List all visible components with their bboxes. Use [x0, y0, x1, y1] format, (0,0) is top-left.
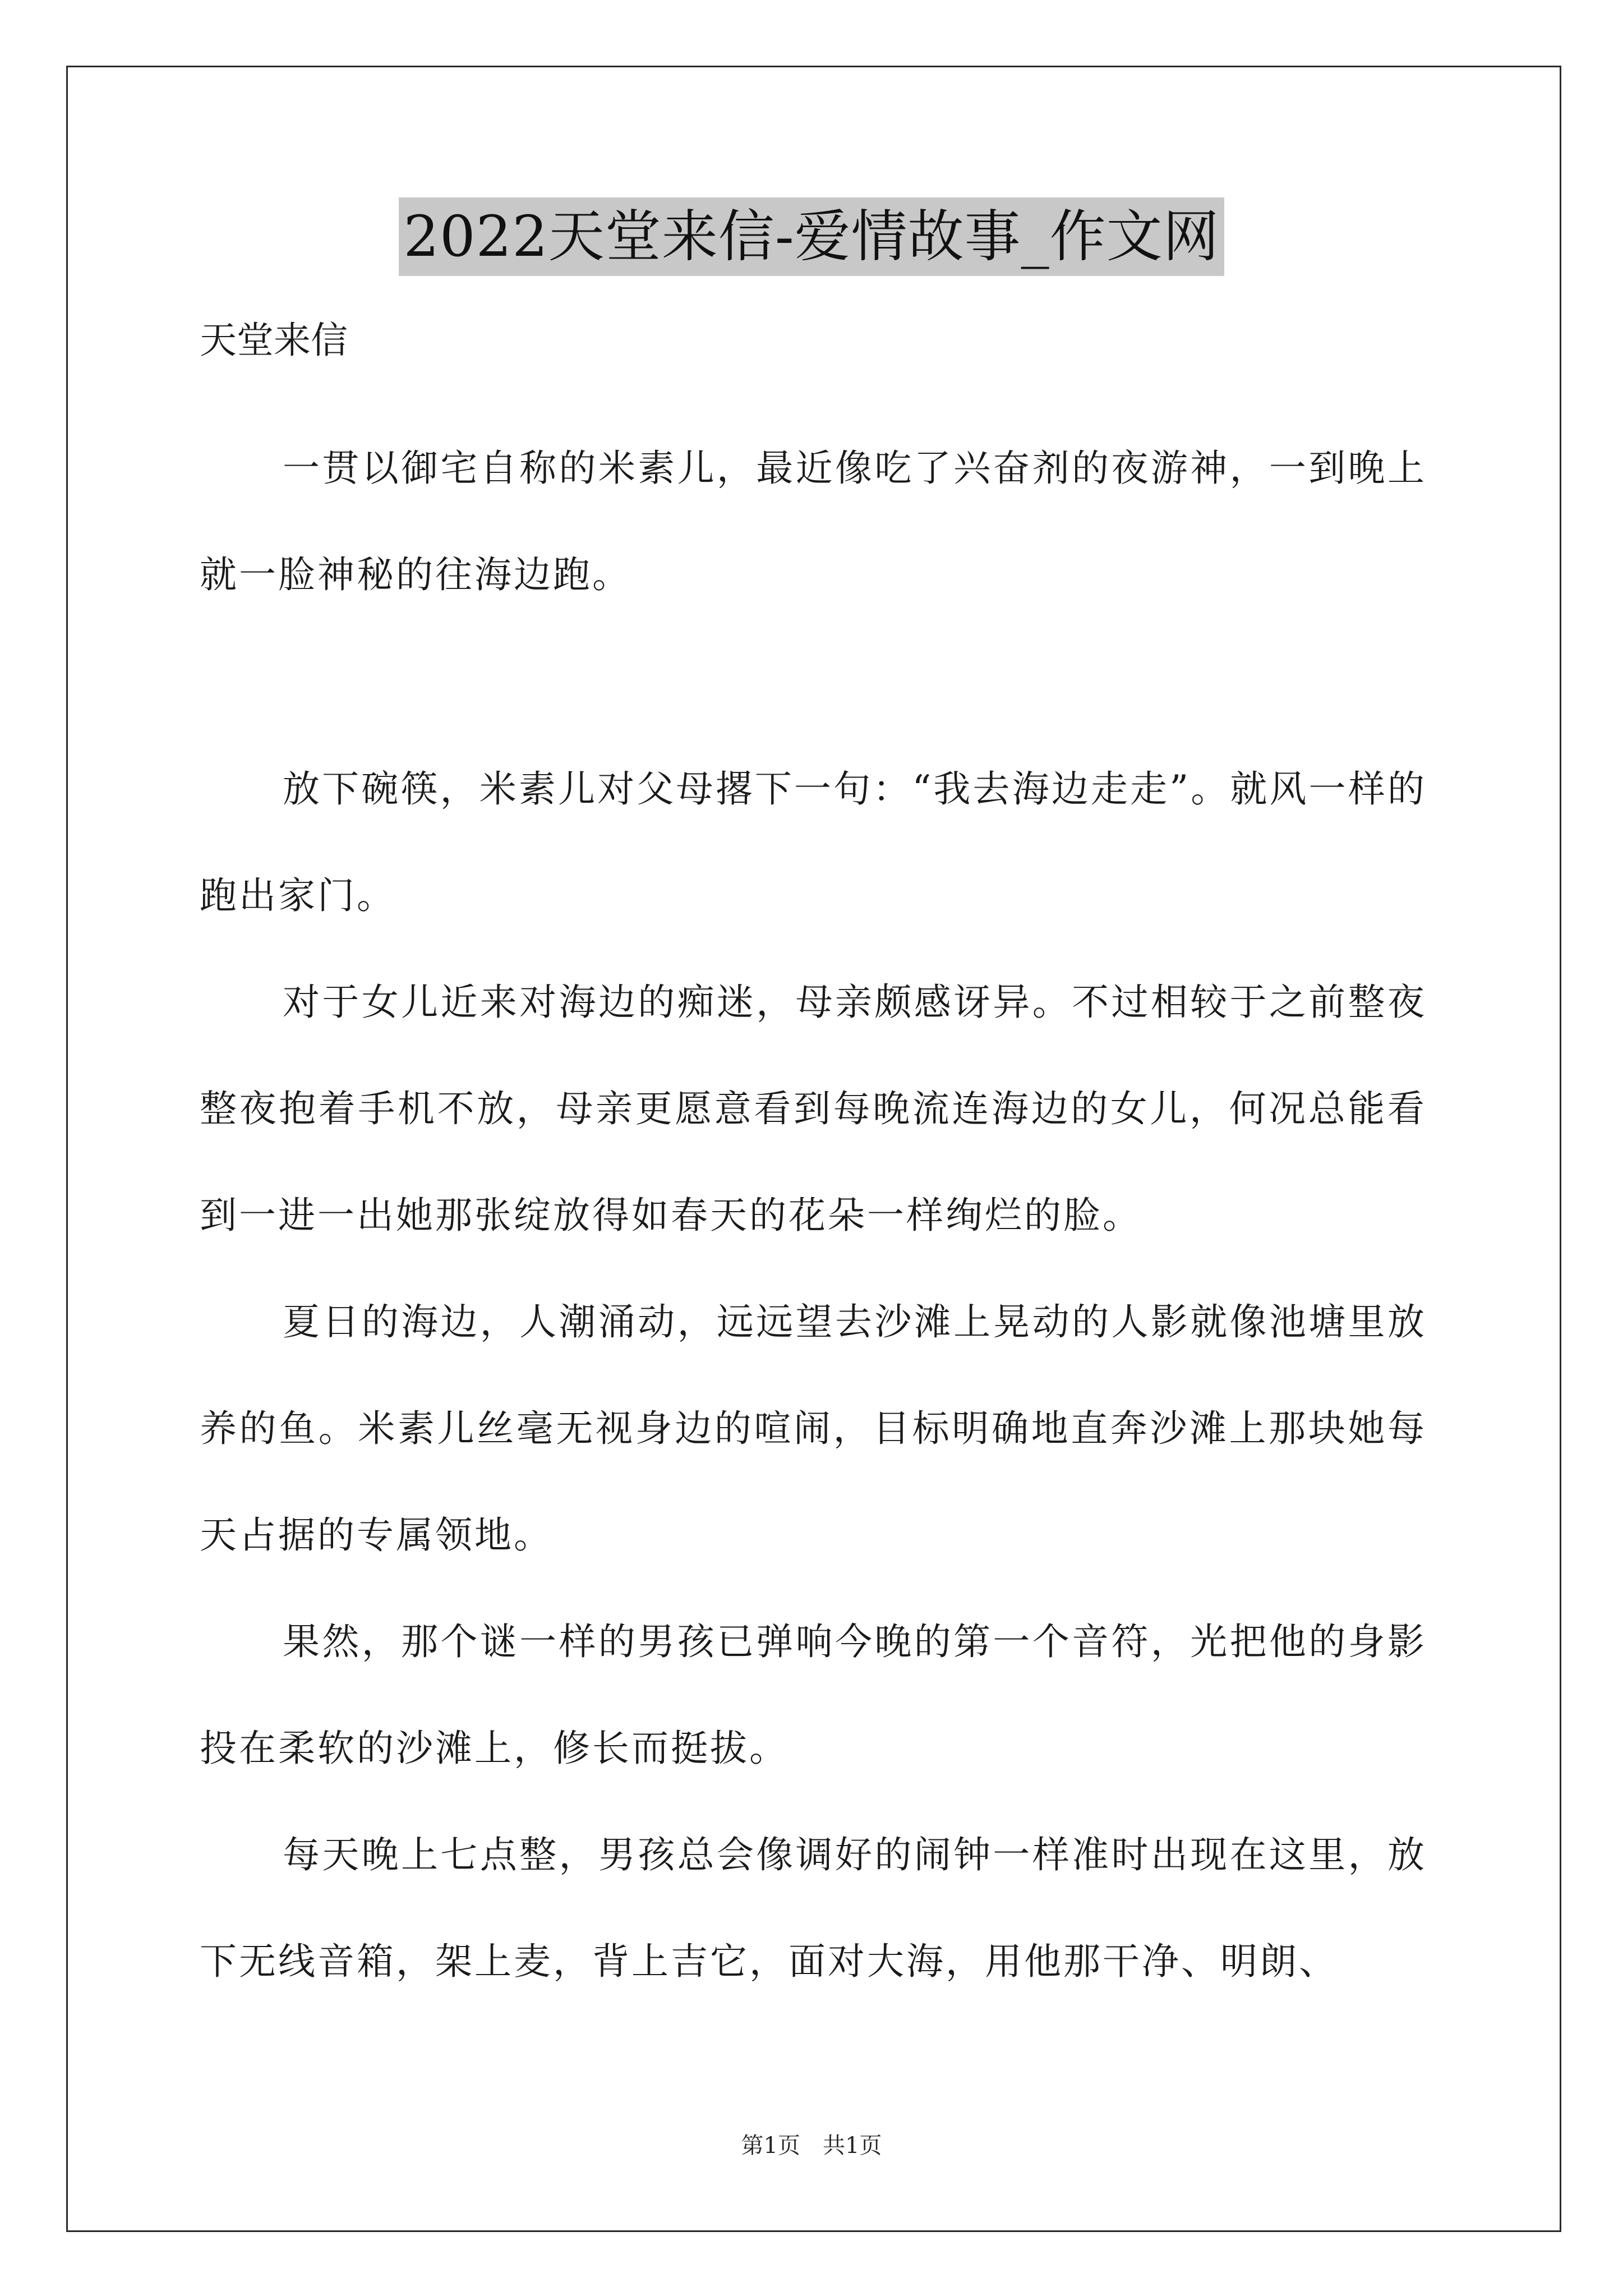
paragraph: 夏日的海边，人潮涌动，远远望去沙滩上晃动的人影就像池塘里放养的鱼。米素儿丝毫无视身边的喧闹，目标明确地直奔沙滩上那块她每天占据的专属领地。 — [200, 1300, 1427, 1557]
paragraph: 每天晚上七点整，男孩总会像调好的闹钟一样准时出现在这里，放下无线音箱，架上麦，背上吉它，面对大海，用他那干净、明朗、 — [200, 1833, 1427, 1983]
paragraph: 一贯以御宅自称的米素儿，最近像吃了兴奋剂的夜游神，一到晚上就一脸神秘的往海边跑。 — [200, 447, 1427, 596]
page-total: 共1页 — [823, 2133, 882, 2159]
paragraph: 放下碗筷，米素儿对父母撂下一句：“我去海边走走”。就风一样的跑出家门。 — [200, 767, 1427, 917]
paragraph: 对于女儿近来对海边的痴迷，母亲颇感讶异。不过相较于之前整夜整夜抱着手机不放，母亲更愿意看到每晚流连海边的女儿，何况总能看到一进一出她那张绽放得如春天的花朵一样绚烂的脸。 — [200, 981, 1427, 1237]
paragraph: 果然，那个谜一样的男孩已弹响今晚的第一个音符，光把他的身影投在柔软的沙滩上，修长而挺拔。 — [200, 1620, 1427, 1770]
section-heading: 天堂来信 — [200, 319, 348, 362]
paragraph-spacer — [200, 628, 1427, 736]
page-footer — [0, 2129, 1623, 2162]
document-body — [200, 310, 1427, 2015]
title-block — [0, 197, 1623, 276]
page-number: 第1页 — [741, 2133, 800, 2159]
document-title: 2022天堂来信-爱情故事_作文网 — [399, 197, 1224, 276]
